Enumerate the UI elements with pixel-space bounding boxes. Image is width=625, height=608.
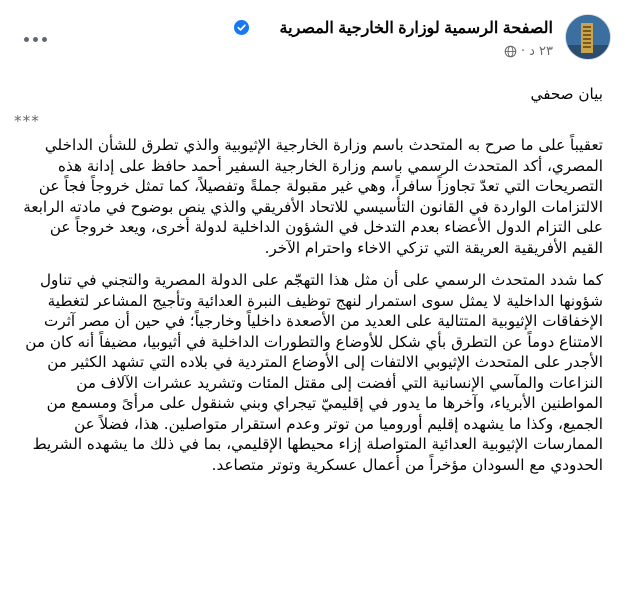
more-options-icon[interactable] (18, 28, 52, 50)
separator-stars: *** (14, 111, 40, 130)
paragraph-2: كما شدد المتحدث الرسمي على أن مثل هذا التهجّم على الدولة المصرية والتجني في تناول شؤونها الداخلية لا يمثل سوى استمرار لنهج توظيف النبرة العدائية وتأجيج المشاعر لتغطية الإخفاقات الإثيوبية المتتالية على العديد من الأصعدة داخلياً وخارجياً؛ في حين أن مصر آثرت الامتناع دوماً عن التطرق بأي شكل للأوضاع والتطورات الداخلية في أثيوبيا، مضيفاً أنه كان من الأجدر على المتحدث الإثيوبي الالتفات إلى الأوضاع المتردية في بلاده التي تشهد الكثير من النزاعات والمآسي الإنسانية التي أفضت إلى مقتل المئات وتشريد عشرات الآلاف من المواطنين الأبرياء، وآخرها ما يدور في إقليميّ تيجراي وبني شنقول على مرأىً ومسمع من الجميع، وكذا ما يشهده إقليم أوروميا من توتر وعدم استقرار متواصلين. هذا، فضلاً عن الممارسات الإثيوبية العدائية المتواصلة إزاء محيطها الإقليمي، بما في ذلك ما يشهده الشريط الحدودي مع السودان مؤخراً من أعمال عسكرية وتوتر متصاعد. (25, 271, 603, 474)
meta-separator: · (520, 44, 526, 59)
post-title: بيان صحفي (530, 85, 603, 103)
paragraph-1: تعقيباً على ما صرح به المتحدث باسم وزارة الخارجية الإثيوبية والذي تطرق للشأن الداخلي المصري، أكد المتحدث الرسمي باسم وزارة الخارجية السفير أحمد حافظ على إدانة هذه التصريحات التي تعدّ تجاوزاً سافراً، وهي غير مقبولة جملةً وتفصيلاً، كما تمثل خروجاً فجاً عن الالتزامات الواردة في القانون التأسيسي للاتحاد الأفريقي والذي ينص بوضوح في مادته الرابعة على التزام الدول الأعضاء بعدم التدخل في الشؤون الداخلية لدولة أخرى، ويعد خروجاً عن القيم الأفريقية العريقة التي تزكي الاخاء واحترام الآخر. (23, 136, 603, 257)
post-header (14, 14, 611, 70)
page-avatar[interactable] (565, 14, 611, 60)
page-name-link[interactable]: الصفحة الرسمية لوزارة الخارجية المصرية (279, 20, 553, 37)
verified-badge-icon (234, 20, 249, 35)
globe-icon (504, 45, 517, 58)
post-timestamp[interactable]: ٢٣ د (529, 44, 553, 59)
post-meta (504, 44, 553, 59)
post-body (14, 84, 603, 475)
